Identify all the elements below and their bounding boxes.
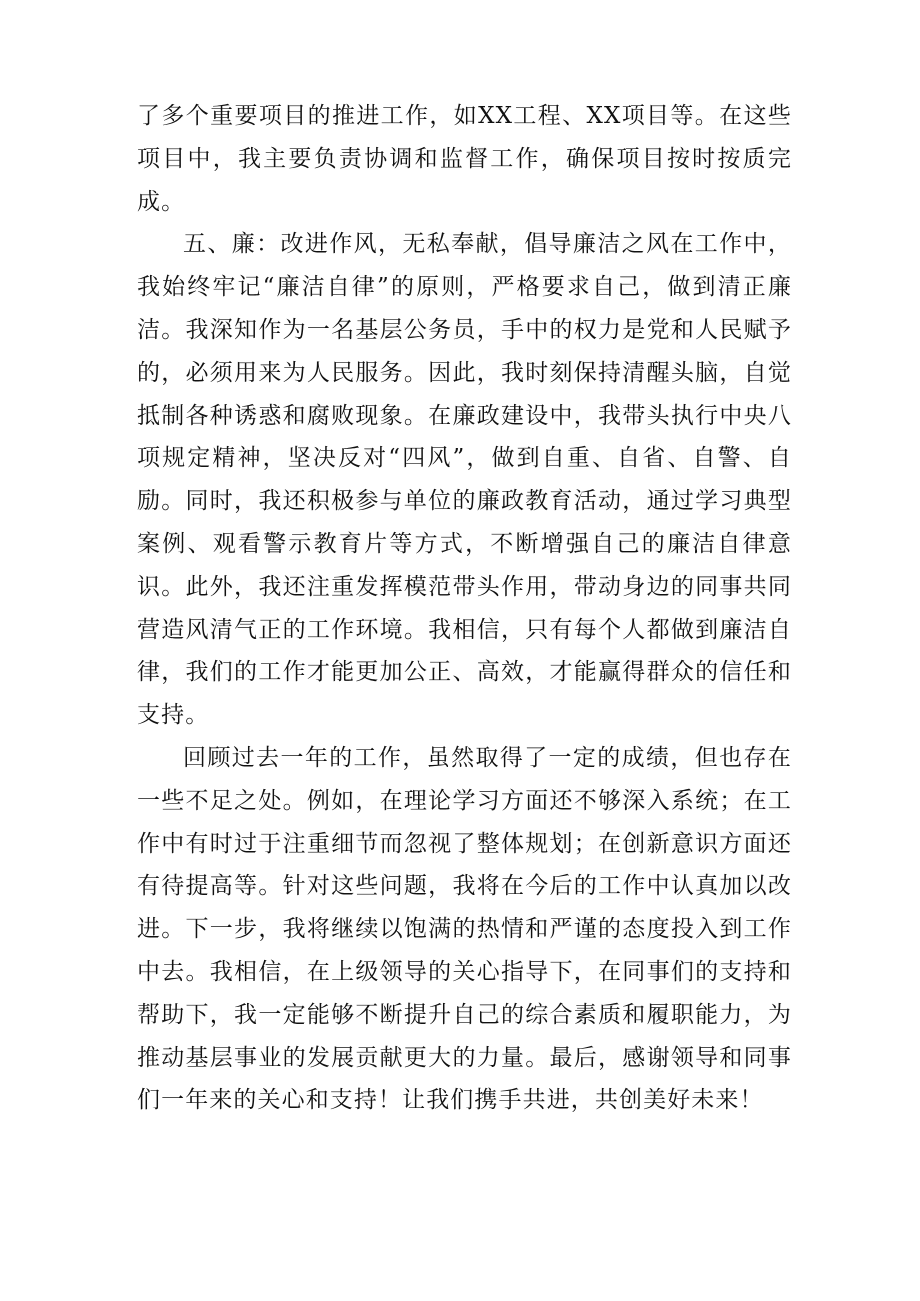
paragraph-continuation: 了多个重要项目的推进工作，如XX工程、XX项目等。在这些项目中，我主要负责协调和监督工作，确保项目按时按质完成。 bbox=[137, 103, 792, 215]
paragraph-integrity-section: 五、廉：改进作风，无私奉献，倡导廉洁之风在工作中，我始终牢记“廉洁自律”的原则，严格要求自己，做到清正廉洁。我深知作为一名基层公务员，手中的权力是党和人民赋予的，必须用来为人民服务。因此，我时刻保持清醒头脑，自觉抵制各种诱惑和腐败现象。在廉政建设中，我带头执行中央八项规定精神，坚决反对“四风”，做到自重、自省、自警、自励。同时，我还积极参与单位的廉政教育活动，通过学习典型案例、观看警示教育片等方式，不断增强自己的廉洁自律意识。此外，我还注重发挥模范带头作用，带动身边的同事共同营造风清气正的工作环境。我相信，只有每个人都做到廉洁自律，我们的工作才能更加公正、高效，才能赢得群众的信任和支持。 bbox=[137, 231, 792, 729]
paragraph-review-and-outlook: 回顾过去一年的工作，虽然取得了一定的成绩，但也存在一些不足之处。例如，在理论学习方面还不够深入系统；在工作中有时过于注重细节而忽视了整体规划；在创新意识方面还有待提高等。针对这些问题，我将在今后的工作中认真加以改进。下一步，我将继续以饱满的热情和严谨的态度投入到工作中去。我相信，在上级领导的关心指导下，在同事们的支持和帮助下，我一定能够不断提升自己的综合素质和履职能力，为推动基层事业的发展贡献更大的力量。最后，感谢领导和同事们一年来的关心和支持！让我们携手共进，共创美好未来！ bbox=[137, 744, 792, 1114]
document-body bbox=[137, 95, 792, 1122]
